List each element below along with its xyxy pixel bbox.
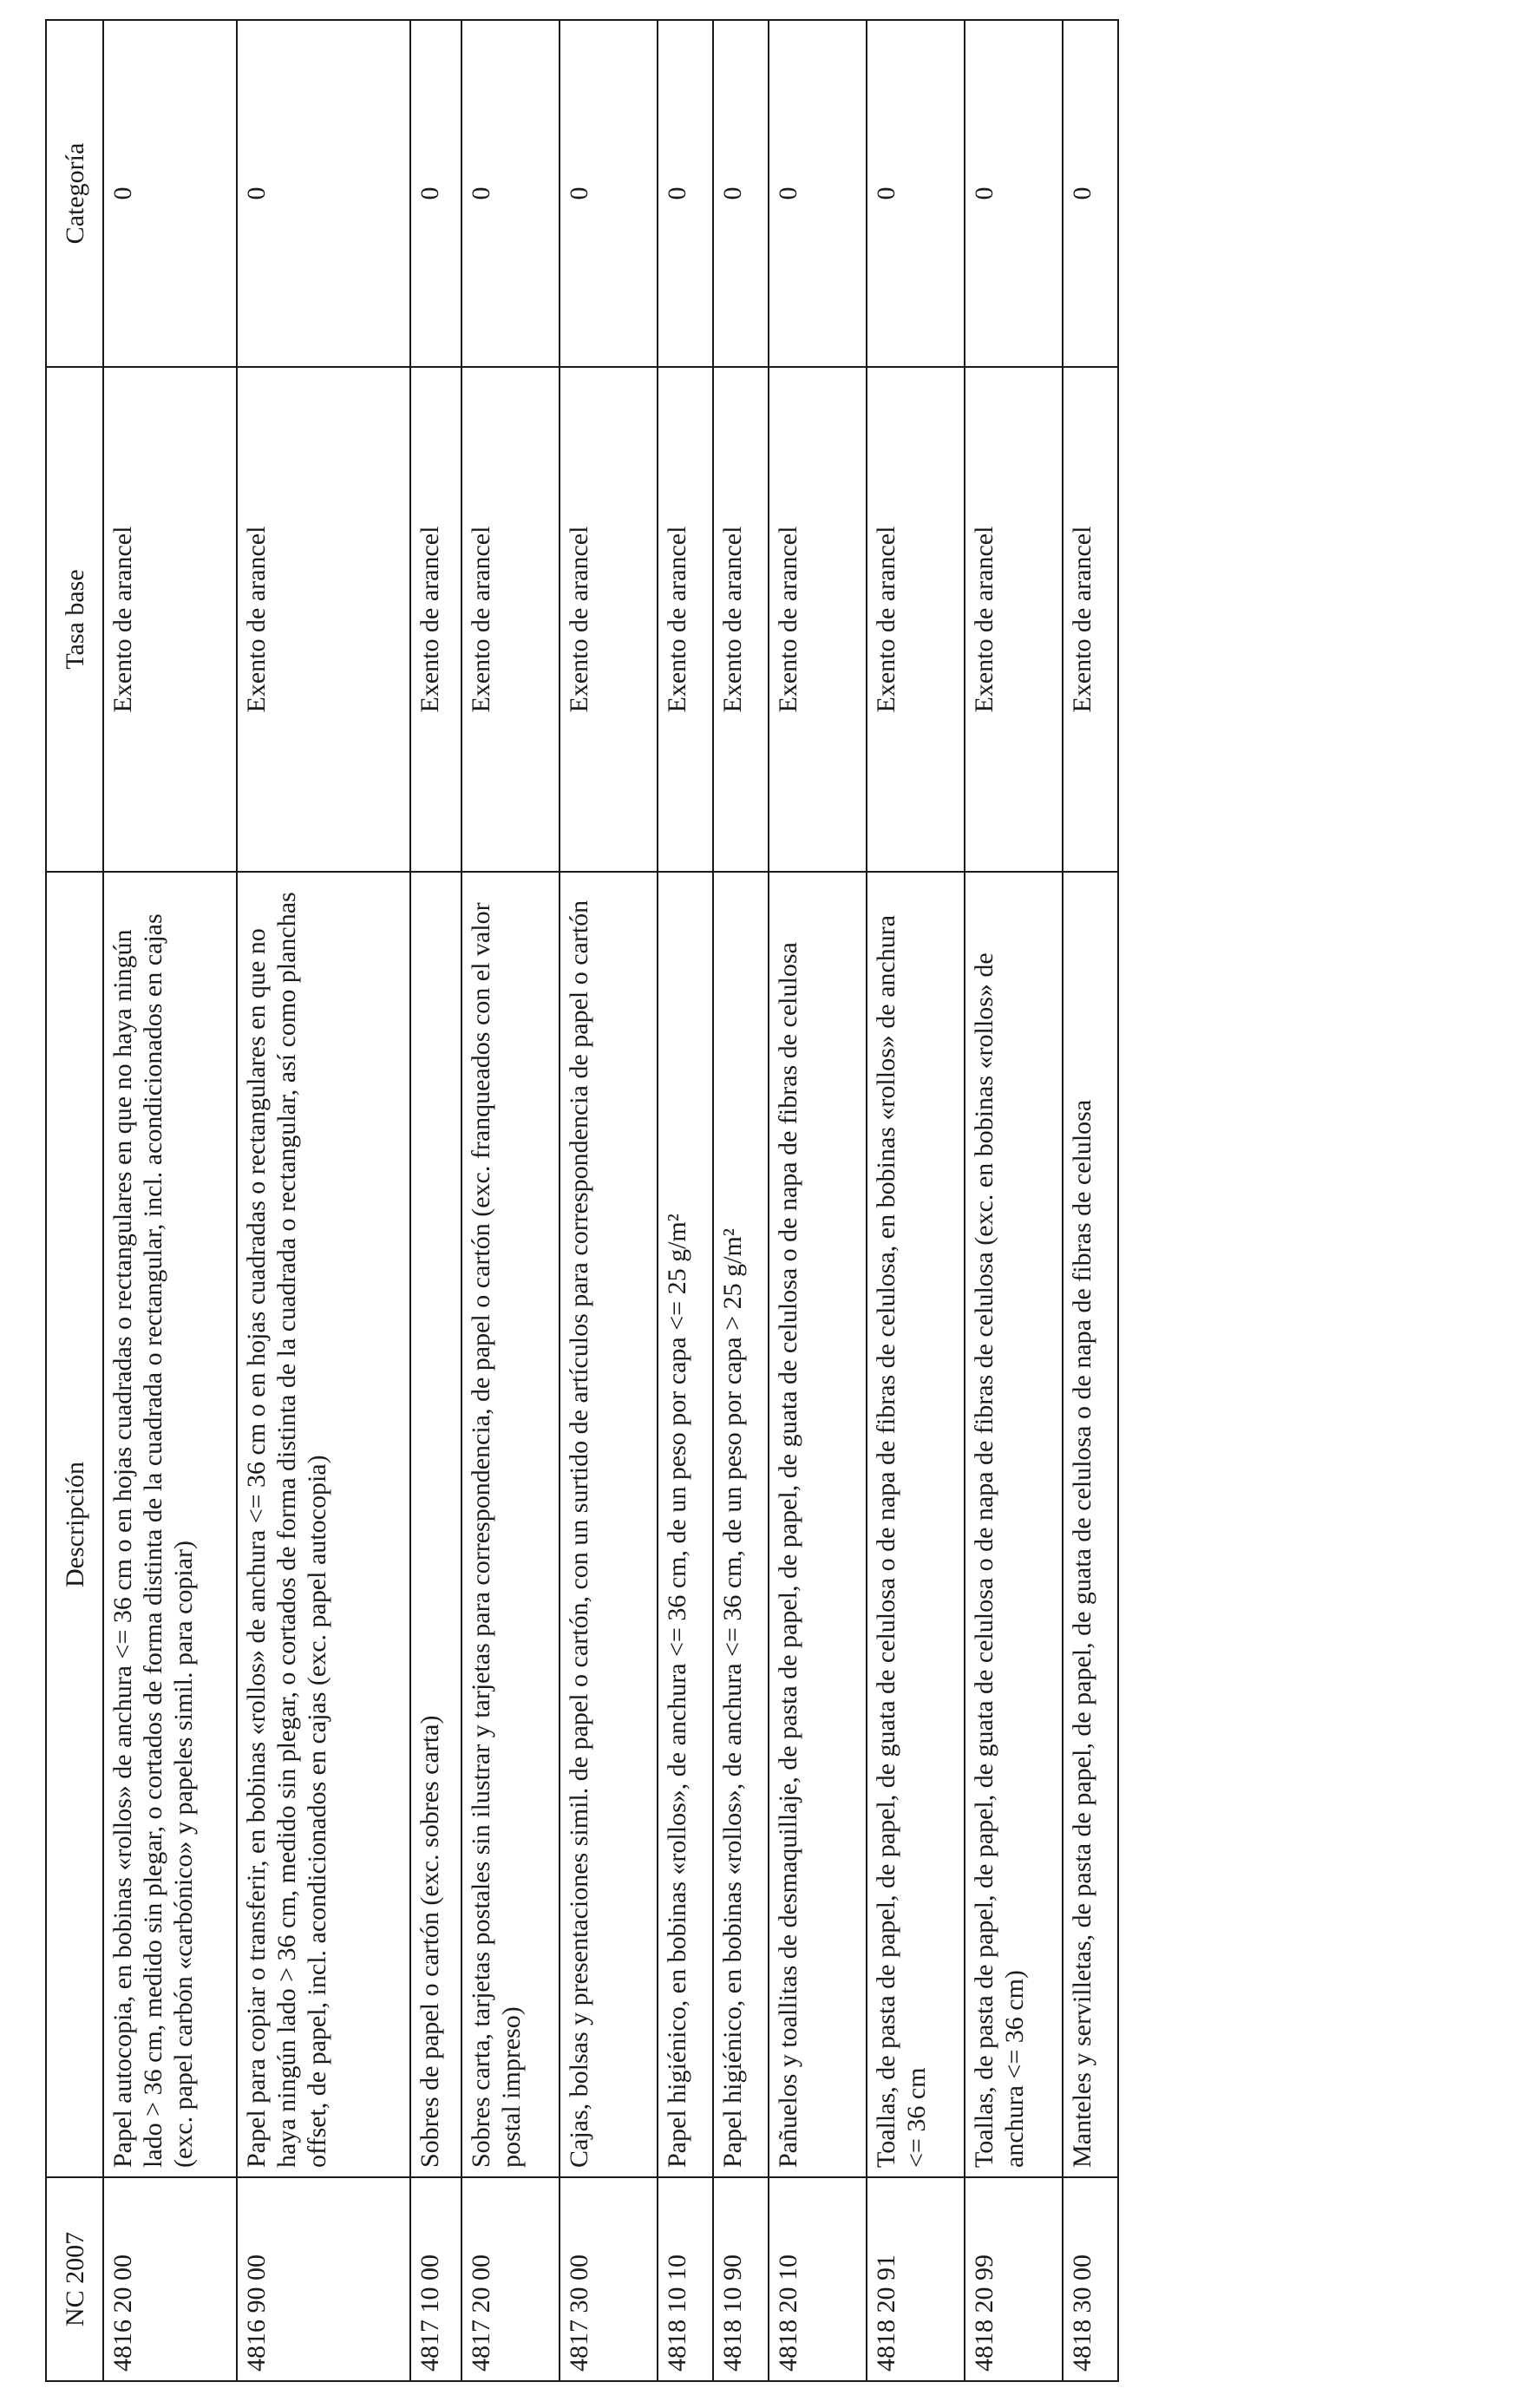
table-row bbox=[103, 20, 237, 2381]
tariff-table bbox=[45, 19, 1119, 2382]
nc-code: 4816 90 00 bbox=[237, 2177, 409, 2381]
nc-code: 4818 20 91 bbox=[867, 2177, 965, 2381]
base-rate: Exento de arancel bbox=[560, 367, 658, 872]
nc-code: 4818 10 10 bbox=[658, 2177, 713, 2381]
category: 0 bbox=[658, 20, 713, 367]
table-row bbox=[237, 20, 409, 2381]
nc-code: 4818 20 99 bbox=[965, 2177, 1063, 2381]
base-rate: Exento de arancel bbox=[867, 367, 965, 872]
base-rate: Exento de arancel bbox=[713, 367, 769, 872]
description: Toallas, de pasta de papel, de papel, de guata de celulosa o de napa de fibras de celulosa (exc. en bobinas «rollos» de anchura <= 36 cm) bbox=[965, 872, 1063, 2177]
category: 0 bbox=[461, 20, 560, 367]
category: 0 bbox=[769, 20, 867, 367]
nc-code: 4817 10 00 bbox=[410, 2177, 462, 2381]
base-rate: Exento de arancel bbox=[965, 367, 1063, 872]
base-rate: Exento de arancel bbox=[769, 367, 867, 872]
nc-code: 4818 10 90 bbox=[713, 2177, 769, 2381]
table-header-row bbox=[46, 20, 103, 2381]
base-rate: Exento de arancel bbox=[461, 367, 560, 872]
description: Sobres de papel o cartón (exc. sobres carta) bbox=[410, 872, 462, 2177]
category: 0 bbox=[560, 20, 658, 367]
description: Manteles y servilletas, de pasta de papel, de papel, de guata de celulosa o de napa de fibras de celulosa bbox=[1063, 872, 1118, 2177]
header-nc-2007: NC 2007 bbox=[46, 2177, 103, 2381]
header-descripcion: Descripción bbox=[46, 872, 103, 2177]
description: Papel higiénico, en bobinas «rollos», de anchura <= 36 cm, de un peso por capa <= 25 g/m² bbox=[658, 872, 713, 2177]
description: Sobres carta, tarjetas postales sin ilustrar y tarjetas para correspondencia, de papel o cartón (exc. franqueados con el valor postal impreso) bbox=[461, 872, 560, 2177]
description: Papel higiénico, en bobinas «rollos», de anchura <= 36 cm, de un peso por capa > 25 g/m² bbox=[713, 872, 769, 2177]
nc-code: 4817 20 00 bbox=[461, 2177, 560, 2381]
base-rate: Exento de arancel bbox=[410, 367, 462, 872]
nc-code: 4817 30 00 bbox=[560, 2177, 658, 2381]
table-row bbox=[867, 20, 965, 2381]
description: Pañuelos y toallitas de desmaquillaje, de pasta de papel, de papel, de guata de celulosa o de napa de fibras de celulosa bbox=[769, 872, 867, 2177]
description: Cajas, bolsas y presentaciones simil. de papel o cartón, con un surtido de artículos para correspondencia de papel o cartón bbox=[560, 872, 658, 2177]
nc-code: 4818 30 00 bbox=[1063, 2177, 1118, 2381]
nc-code: 4818 20 10 bbox=[769, 2177, 867, 2381]
description: Papel para copiar o transferir, en bobinas «rollos» de anchura <= 36 cm o en hojas cuadradas o rectangulares en que no haya ningún lado > 36 cm, medido sin plegar, o cortados de forma distinta de la cuadrada o rectangular, así como planchas offset, de papel, incl. acondicionados en cajas (exc. papel autocopia) bbox=[237, 872, 409, 2177]
table-row bbox=[769, 20, 867, 2381]
base-rate: Exento de arancel bbox=[658, 367, 713, 872]
table-row bbox=[560, 20, 658, 2381]
description: Papel autocopia, en bobinas «rollos» de anchura <= 36 cm o en hojas cuadradas o rectangulares en que no haya ningún lado > 36 cm, medido sin plegar, o cortados de forma distinta de la cuadrada o rectangular, incl. acondicionados en cajas (exc. papel carbón «carbónico» y papeles simil. para copiar) bbox=[103, 872, 237, 2177]
table-row bbox=[965, 20, 1063, 2381]
table-row bbox=[658, 20, 713, 2381]
base-rate: Exento de arancel bbox=[237, 367, 409, 872]
rotated-page bbox=[45, 21, 1119, 2382]
table-row bbox=[713, 20, 769, 2381]
table-row bbox=[410, 20, 462, 2381]
category: 0 bbox=[867, 20, 965, 367]
nc-code: 4816 20 00 bbox=[103, 2177, 237, 2381]
category: 0 bbox=[965, 20, 1063, 367]
category: 0 bbox=[237, 20, 409, 367]
description: Toallas, de pasta de papel, de papel, de guata de celulosa o de napa de fibras de celulosa, en bobinas «rollos» de anchura <= 36 cm bbox=[867, 872, 965, 2177]
base-rate: Exento de arancel bbox=[1063, 367, 1118, 872]
category: 0 bbox=[1063, 20, 1118, 367]
table-row bbox=[461, 20, 560, 2381]
category: 0 bbox=[103, 20, 237, 367]
header-tasa-base: Tasa base bbox=[46, 367, 103, 872]
category: 0 bbox=[410, 20, 462, 367]
category: 0 bbox=[713, 20, 769, 367]
header-categoria: Categoría bbox=[46, 20, 103, 367]
table-row bbox=[1063, 20, 1118, 2381]
base-rate: Exento de arancel bbox=[103, 367, 237, 872]
